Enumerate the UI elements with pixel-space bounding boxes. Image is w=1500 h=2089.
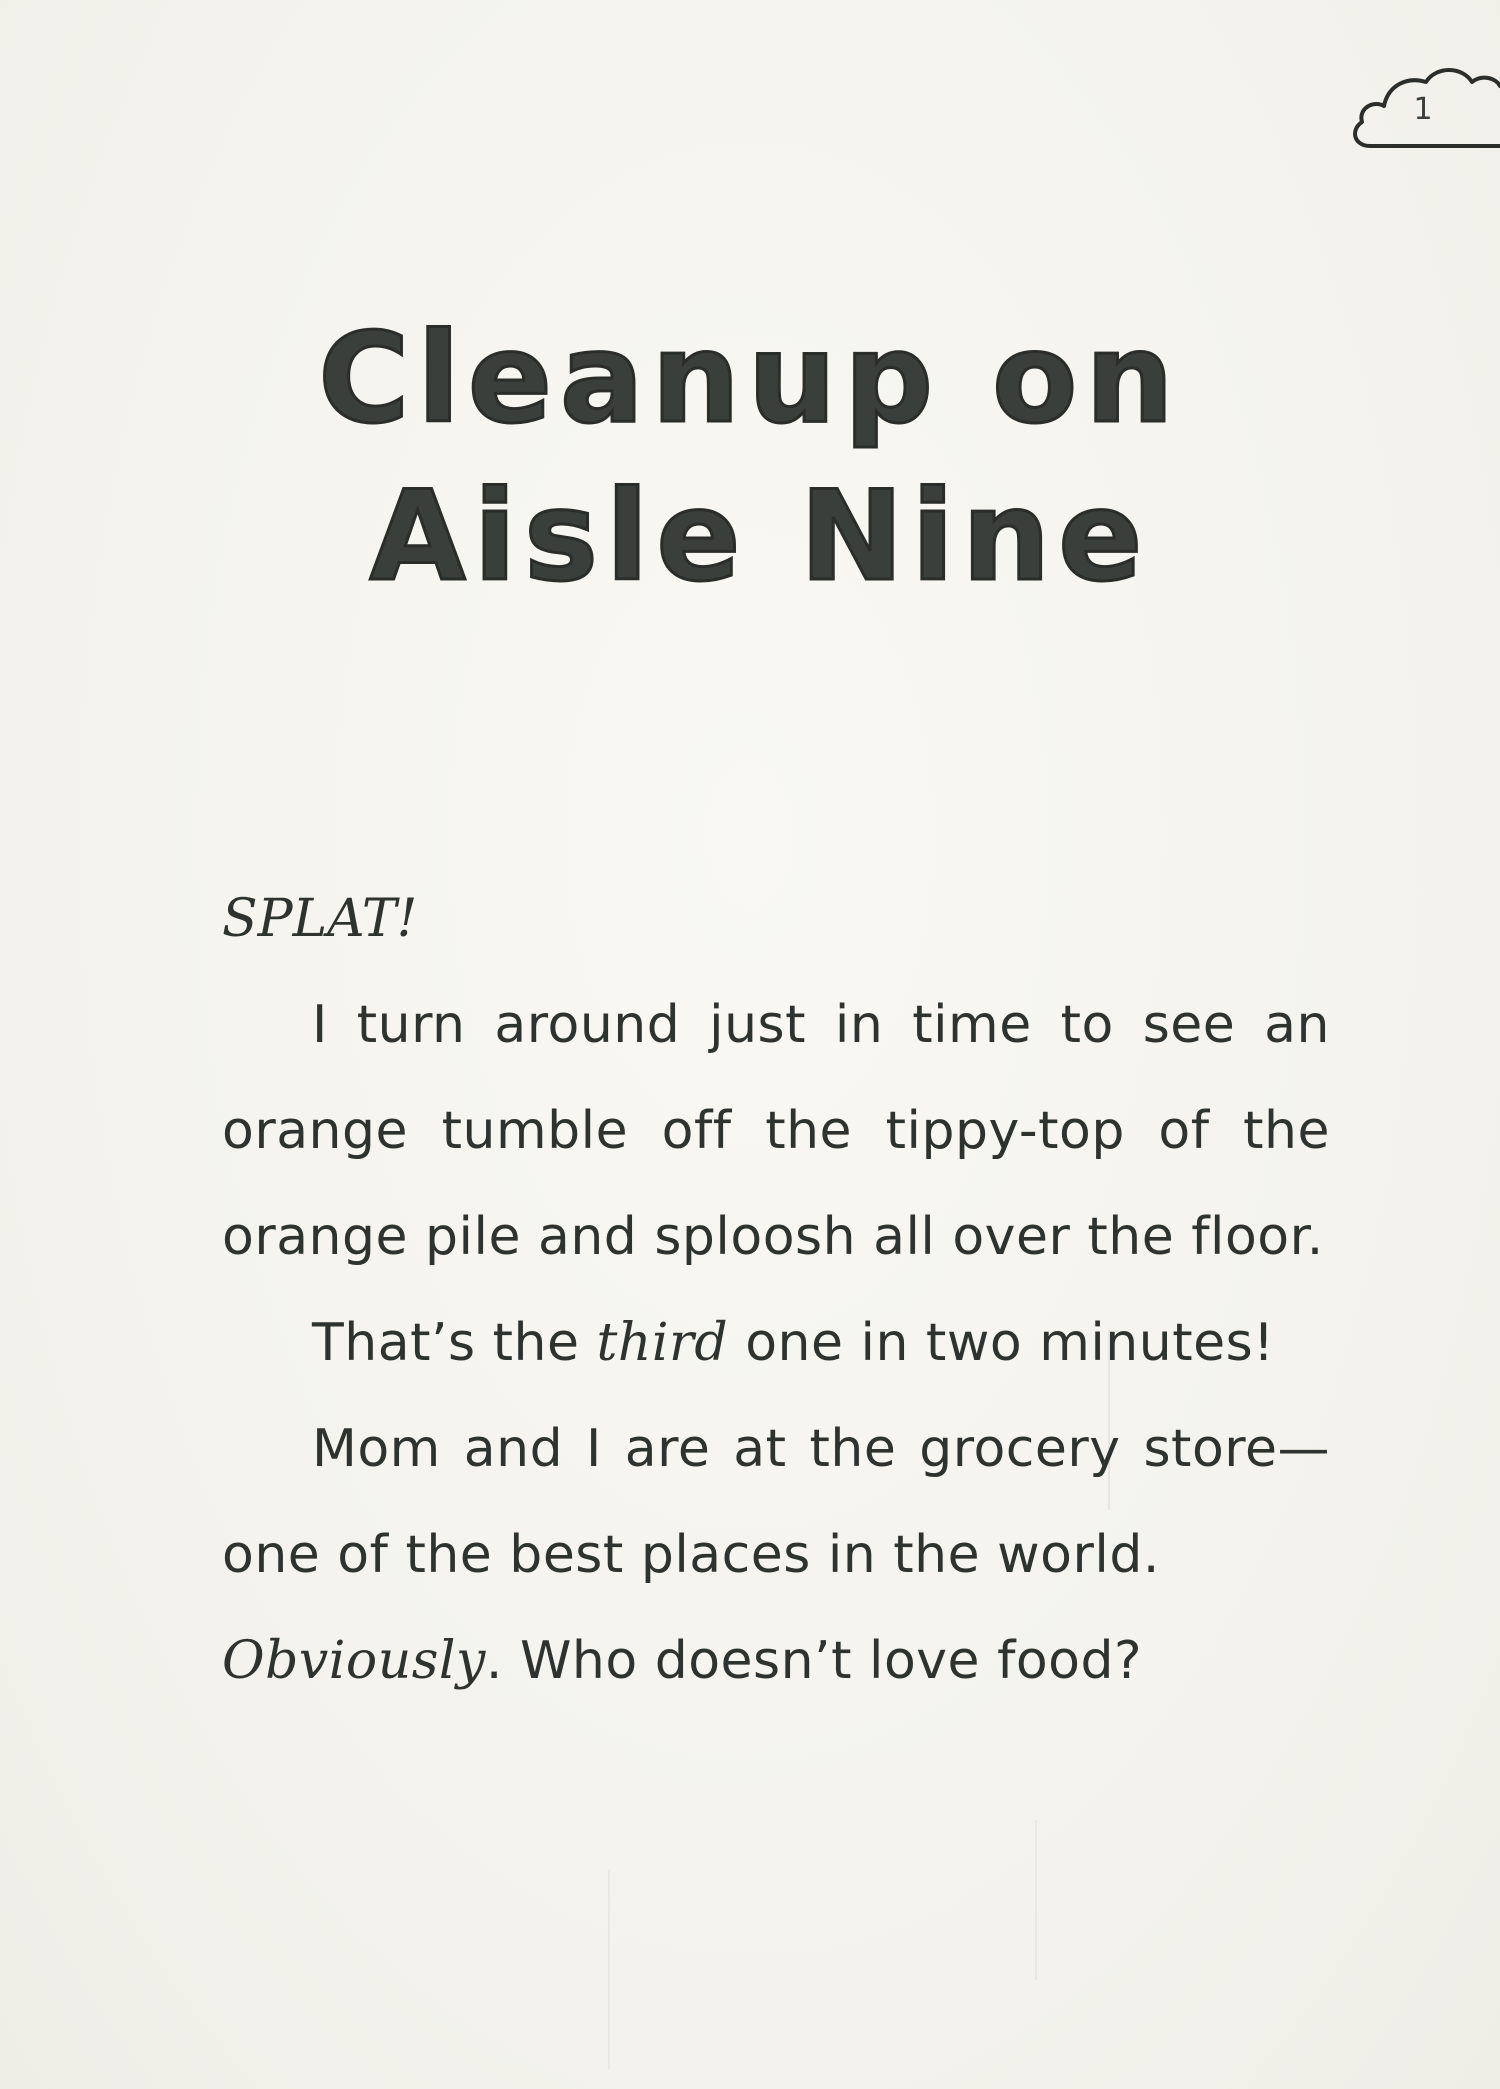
paragraph-4 <box>222 1608 1330 1714</box>
page-number-badge <box>1340 38 1500 158</box>
paragraph-1: I turn around just in time to see an orange tumble off the tippy-top of the orange pile and sploosh all over the floor. <box>222 995 1330 1267</box>
chapter-title-line-1: Cleanup on <box>318 307 1182 451</box>
chapter-title <box>0 300 1500 616</box>
scan-artifact <box>1035 1820 1037 1980</box>
scan-artifact <box>608 1870 610 2070</box>
chapter-body <box>222 866 1330 1714</box>
opening-sound-effect <box>222 866 1330 972</box>
paragraph-2-emphasis: third <box>596 1313 729 1373</box>
paragraph-2 <box>222 1290 1330 1396</box>
chapter-title-line-2: Aisle Nine <box>369 465 1151 609</box>
page-number: 1 <box>1413 92 1433 127</box>
paragraph-4-emphasis: Obviously <box>222 1631 486 1691</box>
paragraph-3: Mom and I are at the grocery store—one of the best places in the world. <box>222 1419 1330 1585</box>
paragraph-2-text-a: That’s the <box>312 1313 597 1373</box>
paragraph-2-text-b: one in two minutes! <box>728 1313 1275 1373</box>
paragraph-4-text: . Who doesn’t love food? <box>485 1631 1143 1691</box>
opening-word: SPLAT! <box>222 889 418 949</box>
